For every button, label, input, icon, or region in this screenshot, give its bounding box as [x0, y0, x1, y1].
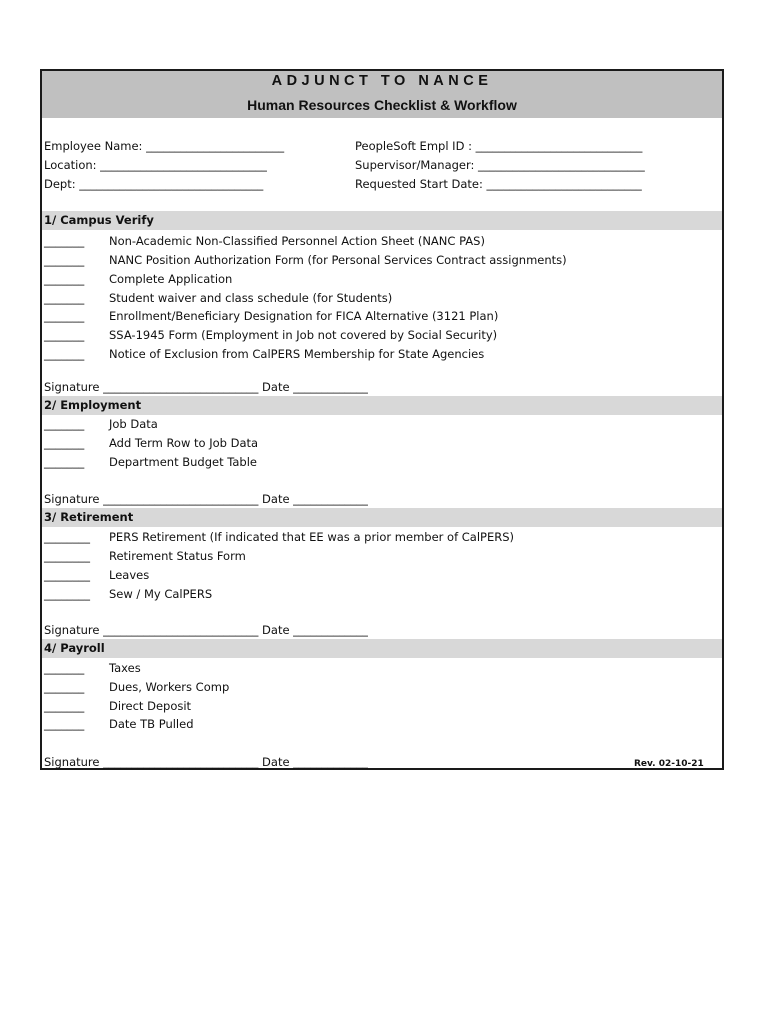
checklist-item: Job Data [109, 417, 158, 431]
section-header-employment [42, 396, 722, 415]
checkbox-blank[interactable]: ________ [44, 549, 90, 563]
checkbox-blank[interactable]: _______ [44, 291, 85, 305]
dept-field[interactable]: Dept: ________________________________ [44, 177, 264, 191]
title-band [42, 71, 722, 118]
checkbox-blank[interactable]: _______ [44, 436, 85, 450]
signature-line[interactable]: Signature ___________________________ Date _____________ [44, 623, 368, 637]
checkbox-blank[interactable]: _______ [44, 328, 85, 342]
checklist-item: Department Budget Table [109, 455, 258, 469]
checklist-item: Dues, Workers Comp [109, 680, 230, 694]
checkbox-blank[interactable]: _______ [44, 680, 85, 694]
form-title: ADJUNCT TO NANCE [271, 73, 493, 89]
checklist-item: Sew / My CalPERS [109, 587, 213, 601]
checklist-item: Direct Deposit [109, 699, 192, 713]
checkbox-blank[interactable]: _______ [44, 417, 85, 431]
employee-name-field[interactable]: Employee Name: ________________________ [44, 139, 285, 153]
checkbox-blank[interactable]: ________ [44, 530, 90, 544]
checkbox-blank[interactable]: ________ [44, 568, 90, 582]
checklist-item: Retirement Status Form [109, 549, 246, 563]
checklist-item: SSA-1945 Form (Employment in Job not covered by Social Security) [109, 328, 498, 342]
checkbox-blank[interactable]: _______ [44, 272, 85, 286]
checkbox-blank[interactable]: ________ [44, 587, 90, 601]
section-header-campus-verify [42, 211, 722, 230]
signature-line[interactable]: Signature ___________________________ Date _____________ [44, 755, 368, 769]
section-title: 2/ Employment [44, 398, 142, 412]
checklist-item: Enrollment/Beneficiary Designation for FICA Alternative (3121 Plan) [109, 309, 499, 323]
signature-line[interactable]: Signature ___________________________ Date _____________ [44, 492, 368, 506]
checkbox-blank[interactable]: _______ [44, 234, 85, 248]
checkbox-blank[interactable]: _______ [44, 347, 85, 361]
checklist-item: Notice of Exclusion from CalPERS Membership for State Agencies [109, 347, 485, 361]
form-subtitle: Human Resources Checklist & Workflow [247, 97, 517, 113]
checkbox-blank[interactable]: _______ [44, 661, 85, 675]
checklist-item: PERS Retirement (If indicated that EE was a prior member of CalPERS) [109, 530, 515, 544]
peoplesoft-id-field[interactable]: PeopleSoft Empl ID : _____________________________ [355, 139, 643, 153]
location-field[interactable]: Location: _____________________________ [44, 158, 267, 172]
section-title: 1/ Campus Verify [44, 213, 154, 227]
checklist-item: Complete Application [109, 272, 233, 286]
section-title: 4/ Payroll [44, 641, 105, 655]
checklist-form [40, 69, 724, 770]
checklist-item: Student waiver and class schedule (for Students) [109, 291, 393, 305]
checklist-item: Add Term Row to Job Data [109, 436, 259, 450]
checkbox-blank[interactable]: _______ [44, 699, 85, 713]
start-date-field[interactable]: Requested Start Date: ___________________________ [355, 177, 642, 191]
revision-label: Rev. 02-10-21 [634, 759, 704, 769]
supervisor-field[interactable]: Supervisor/Manager: _____________________________ [355, 158, 645, 172]
checklist-item: Leaves [109, 568, 150, 582]
section-header-retirement [42, 508, 722, 527]
section-title: 3/ Retirement [44, 510, 134, 524]
checkbox-blank[interactable]: _______ [44, 455, 85, 469]
checkbox-blank[interactable]: _______ [44, 309, 85, 323]
checklist-item: Date TB Pulled [109, 717, 194, 731]
checkbox-blank[interactable]: _______ [44, 253, 85, 267]
signature-line[interactable]: Signature ___________________________ Date _____________ [44, 380, 368, 394]
checkbox-blank[interactable]: _______ [44, 717, 85, 731]
section-header-payroll [42, 639, 722, 658]
checklist-item: NANC Position Authorization Form (for Personal Services Contract assignments) [109, 253, 567, 267]
checklist-item: Non-Academic Non-Classified Personnel Action Sheet (NANC PAS) [109, 234, 485, 248]
checklist-item: Taxes [109, 661, 141, 675]
